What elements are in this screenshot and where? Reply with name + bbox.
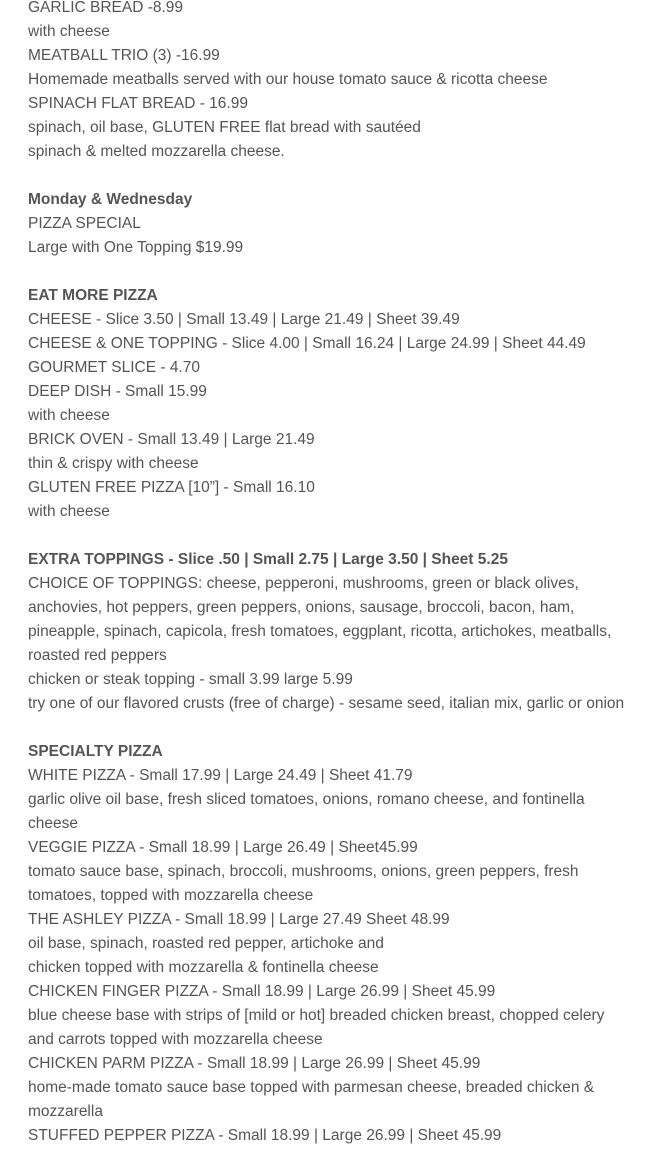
menu-item-white-pizza: WHITE PIZZA - Small 17.99 | Large 24.49 | Sheet 41.79 (28, 767, 413, 784)
menu-item-description: tomato sauce base, spinach, broccoli, mushrooms, onions, green peppers, fresh tomatoes, topped with mozzarella cheese (28, 863, 579, 904)
menu-item-description: with cheese (28, 503, 110, 520)
menu-item-description: oil base, spinach, roasted red pepper, artichoke and (28, 935, 384, 952)
menu-item-deep-dish: DEEP DISH - Small 15.99 (28, 383, 207, 400)
menu-content (28, 0, 628, 1148)
spacer (28, 164, 628, 188)
menu-item-description: thin & crispy with cheese (28, 455, 199, 472)
spacer (28, 716, 628, 740)
menu-item-brick-oven: BRICK OVEN - Small 13.49 | Large 21.49 (28, 431, 315, 448)
section-heading-extra-toppings: EXTRA TOPPINGS - Slice .50 | Small 2.75 | Large 3.50 | Sheet 5.25 (28, 551, 508, 568)
menu-item-chicken-finger-pizza: CHICKEN FINGER PIZZA - Small 18.99 | Large 26.99 | Sheet 45.99 (28, 983, 496, 1000)
spacer (28, 524, 628, 548)
menu-item-gluten-free-pizza: GLUTEN FREE PIZZA [10”] - Small 16.10 (28, 479, 315, 496)
menu-item-description: home-made tomato sauce base topped with parmesan cheese, breaded chicken & mozzarella (28, 1079, 595, 1120)
menu-item-description: chicken topped with mozzarella & fontinella cheese (28, 959, 379, 976)
menu-item-description: garlic olive oil base, fresh sliced tomatoes, onions, romano cheese, and fontinella cheese (28, 791, 585, 832)
menu-item-cheese-one-topping: CHEESE & ONE TOPPING - Slice 4.00 | Small 16.24 | Large 24.99 | Sheet 44.49 (28, 335, 586, 352)
menu-item-description: spinach & melted mozzarella cheese. (28, 143, 285, 160)
menu-item-description: spinach, oil base, GLUTEN FREE flat bread with sautéed (28, 119, 421, 136)
menu-item-garlic-bread: GARLIC BREAD -8.99 (28, 0, 184, 16)
menu-item-chicken-steak-topping: chicken or steak topping - small 3.99 large 5.99 (28, 671, 353, 688)
section-heading-eat-more-pizza: EAT MORE PIZZA (28, 287, 158, 304)
menu-item-ashley-pizza: THE ASHLEY PIZZA - Small 18.99 | Large 27.49 Sheet 48.99 (28, 911, 450, 928)
menu-item-description: with cheese (28, 23, 110, 40)
section-heading-specialty-pizza: SPECIALTY PIZZA (28, 743, 163, 760)
menu-item-chicken-parm-pizza: CHICKEN PARM PIZZA - Small 18.99 | Large 26.99 | Sheet 45.99 (28, 1055, 481, 1072)
spacer (28, 260, 628, 284)
menu-item-meatball-trio: MEATBALL TRIO (3) -16.99 (28, 47, 220, 64)
menu-item-description: with cheese (28, 407, 110, 424)
menu-item-topping-choices: CHOICE OF TOPPINGS: cheese, pepperoni, mushrooms, green or black olives, anchovies, hot peppers, green peppers, onions, sausage, broccoli, bacon, ham, pineapple, spinach, capicola, fresh tomatoes, eggplant, ricotta, artichokes, meatballs, roasted red peppers (28, 575, 612, 664)
menu-item-veggie-pizza: VEGGIE PIZZA - Small 18.99 | Large 26.49 | Sheet45.99 (28, 839, 418, 856)
menu-item-gourmet-slice: GOURMET SLICE - 4.70 (28, 359, 200, 376)
menu-item-flavored-crusts: try one of our flavored crusts (free of charge) - sesame seed, italian mix, garlic or onion (28, 695, 625, 712)
section-heading-special: Monday & Wednesday (28, 191, 193, 208)
menu-item-description: Homemade meatballs served with our house tomato sauce & ricotta cheese (28, 71, 548, 88)
menu-item-cheese: CHEESE - Slice 3.50 | Small 13.49 | Large 21.49 | Sheet 39.49 (28, 311, 460, 328)
menu-item-spinach-flat-bread: SPINACH FLAT BREAD - 16.99 (28, 95, 248, 112)
menu-item-description: blue cheese base with strips of [mild or hot] breaded chicken breast, chopped celery and carrots topped with mozzarella cheese (28, 1007, 605, 1048)
menu-item-pizza-special: PIZZA SPECIAL (28, 215, 141, 232)
menu-item-stuffed-pepper-pizza: STUFFED PEPPER PIZZA - Small 18.99 | Large 26.99 | Sheet 45.99 (28, 1127, 502, 1144)
menu-item-description: Large with One Topping $19.99 (28, 239, 244, 256)
